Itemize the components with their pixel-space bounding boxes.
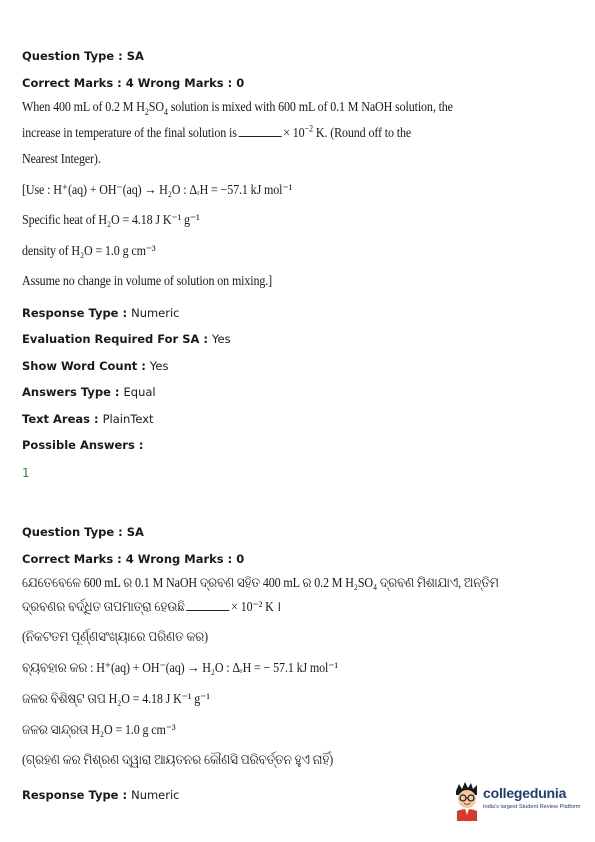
assume-line: Assume no change in volume of solution on mixing.] — [22, 274, 273, 289]
line1-mid: solution is mixed with 600 mL of 0.1 M NaOH solution, the — [167, 100, 453, 115]
question-line-1: When 400 mL of 0.2 M $H_2SO_4$ solution is mixed with 600 mL of 0.1 M NaOH solution, the — [22, 100, 453, 118]
line2-post: × 10 — [283, 126, 305, 141]
odia-line2-post: × 10⁻² K । — [231, 600, 281, 615]
odia-specific-heat: ଜଳର ବିଶିଷ୍ଟ ତାପ H₂O = 4.18 J K⁻¹ g⁻¹ — [22, 692, 210, 707]
evaluation-value: Yes — [212, 332, 231, 346]
odia-line-2 — [22, 599, 281, 617]
line1-pre: When 400 mL of 0.2 M H — [22, 100, 145, 115]
answers-type-value: Equal — [123, 385, 156, 399]
text-areas-row — [22, 412, 154, 426]
logo-tagline: India's largest Student Review Platform — [483, 804, 581, 810]
question-type-label-2: Question Type : — [22, 525, 127, 539]
word-count-label: Show Word Count : — [22, 359, 150, 373]
answer-blank — [239, 126, 282, 137]
collegedunia-logo — [452, 781, 587, 823]
question-type-row-2 — [22, 525, 144, 539]
response-type-label-2: Response Type : — [22, 788, 132, 802]
line2-tail: K. (Round off to the — [313, 126, 412, 141]
density-line: density of H₂O = 1.0 g cm⁻³ — [22, 244, 156, 259]
marks-text-2: Correct Marks : 4 Wrong Marks : 0 — [22, 552, 245, 566]
response-type-row — [22, 306, 180, 320]
odia-assume: (ଗ୍ରହଣ କର ମିଶ୍ରଣ ଦ୍ୱାରା ଆୟତନର କୌଣସି ପରିବର୍ତ୍ତନ ହୁଏ ନାହିଁ) — [22, 753, 334, 768]
response-type-label: Response Type : — [22, 306, 132, 320]
response-type-value-2: Numeric — [131, 788, 180, 802]
question-line-2: increase in temperature of the final solution is × $10^{-2}$ K. (Round off to the — [22, 124, 412, 141]
odia-line2-pre: ଦ୍ରବଣର ବର୍ଦ୍ଧିତ ତାପମାତ୍ରା ହେଉଛି — [22, 600, 185, 615]
marks-row — [22, 76, 244, 90]
logo-wordmark: collegedunia — [483, 785, 567, 801]
possible-answer-value: 1 — [22, 466, 30, 480]
line2-pre: increase in temperature of the final solution is — [22, 126, 237, 141]
odia-density: ଜଳର ସାନ୍ଦ୍ରତା H₂O = 1.0 g cm⁻³ — [22, 723, 176, 738]
marks-row-2 — [22, 552, 244, 566]
question-type-value: SA — [126, 49, 144, 63]
question-type-value-2: SA — [126, 525, 144, 539]
marks-text: Correct Marks : 4 Wrong Marks : 0 — [22, 76, 245, 90]
word-count-row — [22, 359, 168, 373]
odia-line-1: ଯେତେବେଳେ 600 mL ର 0.1 M NaOH ଦ୍ରବଣ ସହିତ 400 mL ର 0.2 M H₂SO₄ ଦ୍ରବଣ ମିଶାଯାଏ, ଅନ୍ତିମ — [22, 576, 499, 591]
answers-type-row — [22, 385, 156, 399]
mascot-icon — [452, 781, 482, 821]
evaluation-row — [22, 332, 231, 346]
text-areas-value: PlainText — [102, 412, 154, 426]
odia-use-line: ବ୍ୟବହାର କର : H⁺(aq) + OH⁻(aq) → H₂O : ΔᵣH = − 57.1 kJ mol⁻¹ — [22, 661, 338, 676]
possible-answers-row — [22, 438, 143, 452]
question-type-label: Question Type : — [22, 49, 127, 63]
question-type-row — [22, 49, 144, 63]
word-count-value: Yes — [149, 359, 169, 373]
use-line: [Use : H⁺(aq) + OH⁻(aq) → H₂O : ΔᵣH = −57.1 kJ mol⁻¹ — [22, 183, 293, 198]
text-areas-label: Text Areas : — [22, 412, 103, 426]
response-type-row-2 — [22, 788, 180, 802]
possible-answers-label: Possible Answers : — [22, 438, 144, 452]
evaluation-label: Evaluation Required For SA : — [22, 332, 213, 346]
response-type-value: Numeric — [131, 306, 180, 320]
specific-heat-line: Specific heat of H₂O = 4.18 J K⁻¹ g⁻¹ — [22, 213, 200, 228]
odia-line-3: (ନିକଟତମ ପୂର୍ଣ୍ଣସଂଖ୍ୟାରେ ପରିଣତ କର) — [22, 630, 209, 645]
answers-type-label: Answers Type : — [22, 385, 124, 399]
question-line-3: Nearest Integer). — [22, 152, 101, 167]
answer-blank-2 — [186, 600, 229, 611]
